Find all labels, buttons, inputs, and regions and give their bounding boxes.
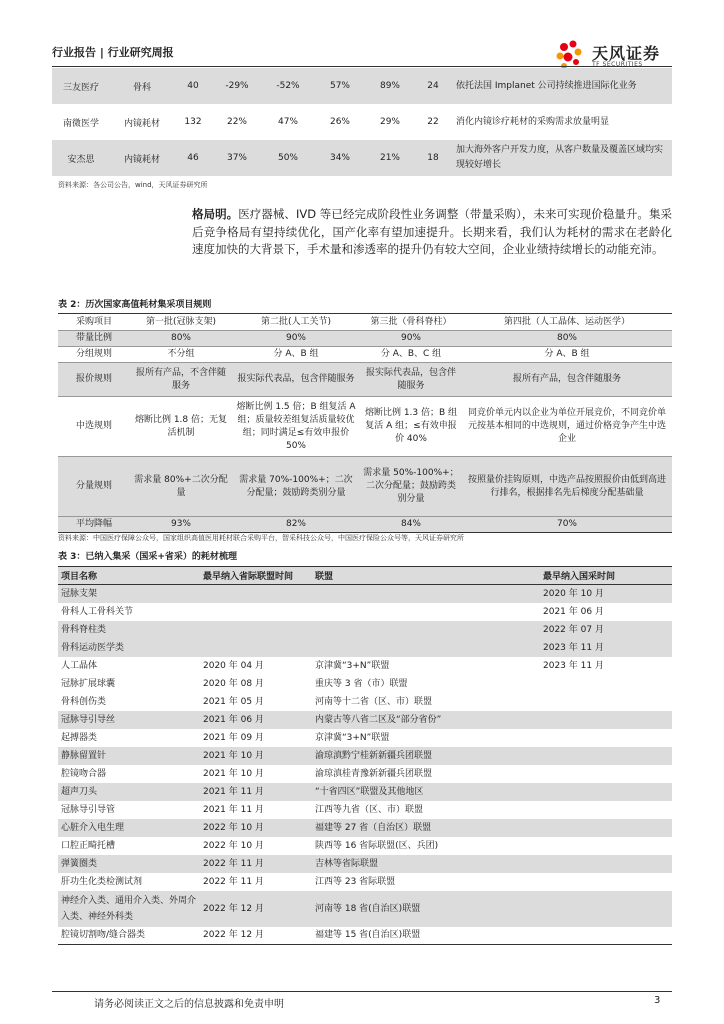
item-name: 冠脉支架	[58, 585, 200, 603]
national-time	[540, 711, 672, 729]
province-time: 2021 年 11 月	[200, 783, 312, 801]
table-row	[58, 397, 672, 457]
table-cell: 80%	[130, 331, 232, 347]
alliance-name: 内蒙古等八省二区及“部分省份”	[312, 711, 540, 729]
table-cell: 24	[414, 68, 452, 104]
table-cell: 22	[427, 117, 439, 127]
company-category: 内镜耗材	[110, 140, 174, 176]
table-row	[58, 891, 672, 927]
province-time: 2021 年 10 月	[203, 768, 264, 779]
alliance-name: 渝琼滇桂青豫新新疆兵团联盟	[315, 768, 433, 779]
national-time	[540, 855, 672, 873]
table-cell: 90%	[232, 331, 360, 347]
company-category: 骨科	[110, 68, 174, 104]
national-time	[540, 927, 672, 945]
table-row	[58, 837, 672, 855]
row-label: 平均降幅	[58, 517, 130, 533]
item-name: 弹簧圈类	[58, 855, 200, 873]
table-cell: 34%	[314, 140, 366, 176]
alliance-name: 河南等十二省（区、市）联盟	[315, 696, 433, 707]
table-row	[58, 819, 672, 837]
row-label: 中选规则	[58, 397, 130, 457]
table-cell: 报所有产品，包含伴随服务	[462, 363, 672, 397]
national-time	[540, 873, 672, 891]
table-cell: 40	[174, 68, 212, 104]
column-header: 采购项目	[58, 314, 130, 331]
table-cell: 报实际代表品，包含伴随服务	[232, 363, 360, 397]
alliance-name: 渝琼滇黔宁桂新新疆兵团联盟	[312, 747, 540, 765]
table-row	[58, 603, 672, 621]
table-cell: 不分组	[130, 347, 232, 363]
company-description: 依托法国 Implanet 公司持续推进国际化业务	[452, 68, 672, 104]
table-row	[58, 363, 672, 397]
national-time: 2022 年 07 月	[540, 621, 672, 639]
table2-source: 资料来源：中国医疗保障公众号，国家组织高值医用耗材联合采购平台，智采科技公众号，中国医疗保险公众号等，天风证券研究所	[58, 534, 464, 542]
column-header: 第三批（骨科脊柱）	[360, 314, 462, 331]
item-name: 心脏介入电生理	[58, 819, 200, 837]
national-time: 2021 年 06 月	[543, 606, 604, 617]
national-time	[540, 747, 672, 765]
table-cell: 分 A、B、C 组	[360, 347, 462, 363]
province-time: 2022 年 10 月	[200, 819, 312, 837]
table-cell: 熔断比例 1.5 倍；B 组复活 A 组；质量较差组复活质量较优组；同时满足≤有效申报价 50%	[232, 397, 360, 457]
province-time: 2022 年 11 月	[203, 876, 264, 887]
alliance-name: 江西等 23 省际联盟	[315, 876, 396, 887]
province-time: 2021 年 05 月	[203, 696, 264, 707]
table-row	[58, 783, 672, 801]
page-number: 3	[654, 995, 661, 1006]
national-time	[540, 837, 672, 855]
table-cell: 57%	[314, 68, 366, 104]
table-row	[58, 693, 672, 711]
table-cell: 84%	[360, 517, 462, 533]
table-header-row	[58, 314, 672, 331]
item-name: 骨科运动医学类	[58, 639, 200, 657]
province-time: 2022 年 12 月	[203, 930, 264, 941]
table-cell: 132	[184, 117, 202, 127]
national-time	[540, 801, 672, 819]
table-cell: 37%	[212, 140, 262, 176]
alliance-name: 京津冀“3+N”联盟	[315, 732, 390, 743]
table-cell: 熔断比例 1.8 倍；无复活机制	[130, 397, 232, 457]
table-row	[52, 68, 672, 104]
table-cell: 22%	[226, 117, 247, 127]
province-time: 2022 年 10 月	[203, 840, 264, 851]
item-name: 冠脉导引导丝	[58, 711, 200, 729]
item-name: 口腔正畸托槽	[61, 840, 116, 851]
table-row	[58, 585, 672, 603]
alliance-name: 吉林等省际联盟	[312, 855, 540, 873]
table-cell: 26%	[329, 117, 350, 127]
company-category: 内镜耗材	[123, 118, 160, 129]
table-cell: 70%	[462, 517, 672, 533]
item-name: 冠脉扩展球囊	[61, 678, 116, 689]
table-row	[58, 657, 672, 675]
alliance-name: “十省四区”联盟及其他地区	[312, 783, 540, 801]
national-time	[540, 891, 672, 927]
table-row	[58, 801, 672, 819]
table-cell: 93%	[130, 517, 232, 533]
item-name: 骨科人工骨科关节	[61, 606, 134, 617]
column-header: 项目名称	[58, 567, 200, 585]
table-cell: 46	[174, 140, 212, 176]
table-cell: 按照量价挂钩原则，中选产品按照报价由低到高进行排名，根据排名先后梯度分配基础量	[462, 457, 672, 517]
company-name: 安杰思	[52, 140, 110, 176]
table2-title: 表 2：历次国家高值耗材集采项目规则	[58, 300, 212, 310]
procurement-rules-table	[58, 313, 672, 533]
item-name: 腔镜吻合器	[61, 768, 107, 779]
table-row	[58, 927, 672, 945]
table-cell: 47%	[277, 117, 298, 127]
national-time	[540, 819, 672, 837]
province-time: 2020 年 04 月	[203, 660, 264, 671]
item-name: 骨科脊柱类	[58, 621, 200, 639]
table-cell: 分 A、B 组	[462, 347, 672, 363]
province-time: 2022 年 11 月	[200, 855, 312, 873]
logo-en-text: TF SECURITIES	[592, 61, 643, 68]
column-header: 最早纳入国采时间	[540, 567, 672, 585]
table-row	[58, 711, 672, 729]
table-row	[58, 675, 672, 693]
table-cell: 报实际代表品，包含伴随服务	[360, 363, 462, 397]
national-time: 2023 年 11 月	[540, 639, 672, 657]
company-name: 三友医疗	[52, 68, 110, 104]
alliance-name: 福建等 27 省（自治区）联盟	[312, 819, 540, 837]
table-row	[52, 104, 672, 140]
report-type: 行业报告 | 行业研究周报	[52, 46, 174, 59]
province-time	[200, 639, 312, 657]
company-description: 加大海外客户开发力度，从客户数量及覆盖区域均实现较好增长	[452, 140, 672, 176]
disclaimer-text: 请务必阅读正文之后的信息披露和免责申明	[94, 999, 284, 1010]
province-time: 2021 年 11 月	[203, 804, 264, 815]
alliance-name	[312, 585, 540, 603]
table-cell: 报所有产品，不含伴随服务	[130, 363, 232, 397]
table-row	[58, 517, 672, 533]
table-row	[58, 457, 672, 517]
table-cell: 80%	[462, 331, 672, 347]
table-row	[52, 140, 672, 176]
column-header: 第一批(冠脉支架)	[130, 314, 232, 331]
table-cell: 90%	[360, 331, 462, 347]
province-time: 2021 年 06 月	[200, 711, 312, 729]
item-name: 人工晶体	[61, 660, 98, 671]
alliance-name: 陕西等 16 省际联盟(区、兵团)	[315, 840, 439, 851]
table-row	[58, 621, 672, 639]
column-header: 联盟	[312, 567, 540, 585]
item-name: 静脉留置针	[58, 747, 200, 765]
company-description: 消化内镜诊疗耗材的采购需求放量明显	[456, 116, 610, 127]
analysis-paragraph	[192, 206, 672, 259]
item-name: 冠脉导引导管	[61, 804, 116, 815]
alliance-name: 江西等九省（区、市）联盟	[315, 804, 424, 815]
item-name: 起搏器类	[61, 732, 98, 743]
table-row	[58, 855, 672, 873]
table-row	[58, 347, 672, 363]
alliance-name: 京津冀“3+N”联盟	[315, 660, 390, 671]
province-time	[200, 585, 312, 603]
national-time: 2020 年 10 月	[540, 585, 672, 603]
national-time	[540, 783, 672, 801]
province-time	[200, 621, 312, 639]
company-table	[52, 68, 672, 176]
table-cell: 熔断比例 1.3 倍；B 组复活 A 组；≤有效申报价 40%	[360, 397, 462, 457]
logo-text: 天风证券	[592, 44, 661, 63]
table-cell: 需求量 70%-100%+；二次分配量；鼓励跨类别分量	[232, 457, 360, 517]
national-time: 2023 年 11 月	[543, 660, 604, 671]
province-time: 2021 年 10 月	[200, 747, 312, 765]
national-time	[540, 729, 672, 747]
row-label: 报价规则	[58, 363, 130, 397]
company-name: 南微医学	[62, 118, 99, 129]
table-cell: 82%	[232, 517, 360, 533]
procurement-items-table	[58, 566, 672, 945]
province-time: 2020 年 08 月	[203, 678, 264, 689]
table3-title: 表 3：已纳入集采（国采+省采）的耗材梳理	[58, 552, 237, 562]
table-cell: -52%	[262, 68, 314, 104]
table-cell: 需求量 80%+二次分配量	[130, 457, 232, 517]
national-time	[540, 765, 672, 783]
table-row	[58, 765, 672, 783]
column-header: 最早纳入省际联盟时间	[200, 567, 312, 585]
table-header-row	[58, 567, 672, 585]
item-name: 骨科创伤类	[61, 696, 107, 707]
table-row	[58, 873, 672, 891]
item-name: 肝功生化类检测试剂	[61, 876, 143, 887]
row-label: 带量比例	[58, 331, 130, 347]
alliance-name: 河南等 18 省(自治区)联盟	[312, 891, 540, 927]
province-time: 2022 年 12 月	[200, 891, 312, 927]
header-divider	[52, 66, 672, 67]
national-time	[540, 675, 672, 693]
item-name: 腔镜切割吻/缝合器类	[61, 930, 146, 941]
table-cell: 21%	[366, 140, 414, 176]
alliance-name	[312, 639, 540, 657]
table-row	[58, 729, 672, 747]
alliance-name	[312, 603, 540, 621]
item-name: 超声刀头	[58, 783, 200, 801]
footer-divider	[52, 991, 672, 992]
table-cell: -29%	[212, 68, 262, 104]
column-header: 第四批（人工晶体、运动医学）	[462, 314, 672, 331]
table-row	[58, 639, 672, 657]
row-label: 分量规则	[58, 457, 130, 517]
table-row	[58, 331, 672, 347]
paragraph-text: 医疗器械、IVD 等已经完成阶段性业务调整（带量采购），未来可实现价稳量升。集采后竞争格局有望持续优化，国产化率有望加速提升。长期来看，我们认为耗材的需求在老龄化速度加快的大背景下，手术量和渗透率的提升仍有较大空间，企业业绩持续增长的动能充沛。	[192, 207, 673, 256]
item-name: 神经介入类、通用介入类、外周介入类、神经外科类	[58, 891, 200, 927]
table1-source: 资料来源：各公司公告，wind，天风证券研究所	[58, 181, 208, 189]
province-time	[200, 603, 312, 621]
table-cell: 89%	[366, 68, 414, 104]
alliance-name: 重庆等 3 省（市）联盟	[315, 678, 408, 689]
row-label: 分组规则	[58, 347, 130, 363]
table-cell: 分 A、B 组	[232, 347, 360, 363]
province-time: 2021 年 09 月	[203, 732, 264, 743]
column-header: 第二批(人工关节)	[232, 314, 360, 331]
alliance-name	[312, 621, 540, 639]
table-row	[58, 747, 672, 765]
table-cell: 50%	[262, 140, 314, 176]
table-cell: 18	[414, 140, 452, 176]
alliance-name: 福建等 15 省(自治区)联盟	[315, 930, 421, 941]
table-cell: 29%	[379, 117, 400, 127]
paragraph-lead: 格局明。	[192, 207, 239, 221]
table-cell: 需求量 50%-100%+；二次分配量；鼓励跨类别分量	[360, 457, 462, 517]
table-cell: 同竞价单元内以企业为单位开展竞价，不同竞价单元按基本相同的中选规则，通过价格竞争产生中选企业	[462, 397, 672, 457]
national-time	[540, 693, 672, 711]
